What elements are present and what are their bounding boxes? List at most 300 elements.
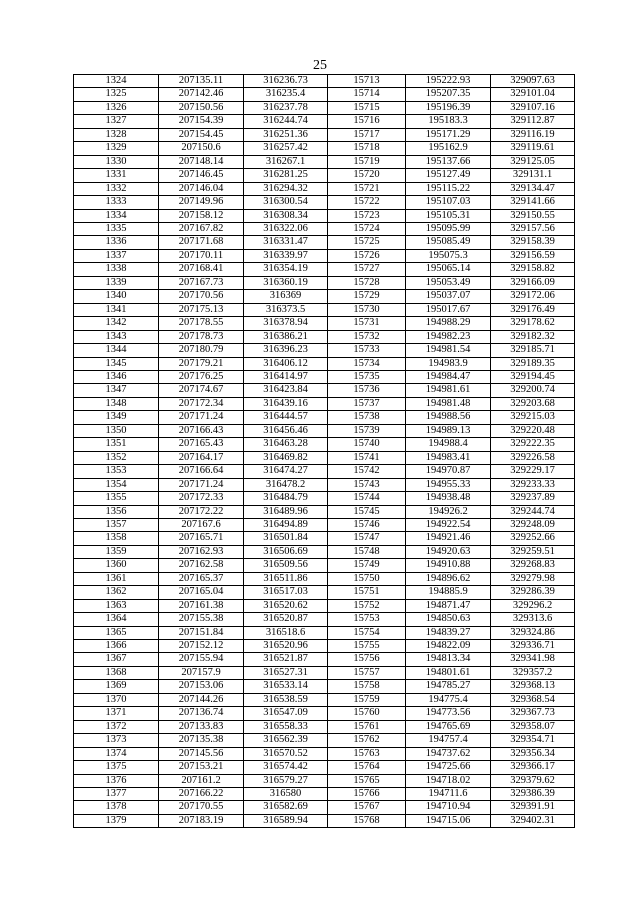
x-coordinate-left: 207146.45 <box>159 169 244 182</box>
table-row <box>74 599 575 612</box>
x-coordinate-left: 207142.46 <box>159 88 244 101</box>
point-number-right: 15760 <box>328 707 406 720</box>
point-number-right: 15766 <box>328 788 406 801</box>
x-coordinate-left: 207167.82 <box>159 222 244 235</box>
table-row <box>74 182 575 195</box>
y-coordinate-left: 316414.97 <box>244 370 328 383</box>
point-number-left: 1349 <box>74 411 159 424</box>
y-coordinate-left: 316251.36 <box>244 128 328 141</box>
x-coordinate-left: 207165.04 <box>159 586 244 599</box>
point-number-left: 1369 <box>74 680 159 693</box>
x-coordinate-left: 207170.56 <box>159 290 244 303</box>
point-number-left: 1352 <box>74 451 159 464</box>
point-number-left: 1338 <box>74 263 159 276</box>
y-coordinate-left: 316444.57 <box>244 411 328 424</box>
table-row <box>74 115 575 128</box>
x-coordinate-left: 207150.6 <box>159 142 244 155</box>
x-coordinate-right: 194813.34 <box>406 653 491 666</box>
point-number-right: 15758 <box>328 680 406 693</box>
x-coordinate-right: 195065.14 <box>406 263 491 276</box>
x-coordinate-left: 207167.73 <box>159 276 244 289</box>
table-row <box>74 209 575 222</box>
table-row <box>74 707 575 720</box>
point-number-left: 1379 <box>74 814 159 827</box>
y-coordinate-right: 329341.98 <box>491 653 575 666</box>
y-coordinate-left: 316520.87 <box>244 613 328 626</box>
x-coordinate-right: 194710.94 <box>406 801 491 814</box>
point-number-left: 1355 <box>74 492 159 505</box>
x-coordinate-right: 195171.29 <box>406 128 491 141</box>
y-coordinate-left: 316378.94 <box>244 317 328 330</box>
point-number-left: 1342 <box>74 317 159 330</box>
y-coordinate-right: 329176.49 <box>491 303 575 316</box>
y-coordinate-right: 329158.82 <box>491 263 575 276</box>
y-coordinate-left: 316456.46 <box>244 424 328 437</box>
x-coordinate-left: 207172.22 <box>159 505 244 518</box>
table-row <box>74 424 575 437</box>
x-coordinate-right: 194711.6 <box>406 788 491 801</box>
x-coordinate-left: 207146.04 <box>159 182 244 195</box>
point-number-right: 15724 <box>328 222 406 235</box>
x-coordinate-right: 194801.61 <box>406 666 491 679</box>
y-coordinate-right: 329101.04 <box>491 88 575 101</box>
y-coordinate-right: 329386.39 <box>491 788 575 801</box>
y-coordinate-right: 329131.1 <box>491 169 575 182</box>
point-number-left: 1356 <box>74 505 159 518</box>
x-coordinate-left: 207172.33 <box>159 492 244 505</box>
table-row <box>74 653 575 666</box>
point-number-left: 1328 <box>74 128 159 141</box>
y-coordinate-left: 316520.62 <box>244 599 328 612</box>
y-coordinate-left: 316406.12 <box>244 357 328 370</box>
x-coordinate-right: 195075.3 <box>406 249 491 262</box>
y-coordinate-left: 316237.78 <box>244 101 328 114</box>
y-coordinate-right: 329367.73 <box>491 707 575 720</box>
point-number-right: 15737 <box>328 397 406 410</box>
x-coordinate-right: 195095.99 <box>406 222 491 235</box>
x-coordinate-right: 195207.35 <box>406 88 491 101</box>
point-number-right: 15755 <box>328 640 406 653</box>
x-coordinate-left: 207166.22 <box>159 788 244 801</box>
table-row <box>74 196 575 209</box>
x-coordinate-right: 194850.63 <box>406 613 491 626</box>
y-coordinate-left: 316558.33 <box>244 720 328 733</box>
y-coordinate-left: 316257.42 <box>244 142 328 155</box>
x-coordinate-left: 207165.43 <box>159 438 244 451</box>
table-row <box>74 734 575 747</box>
y-coordinate-right: 329189.35 <box>491 357 575 370</box>
x-coordinate-left: 207168.41 <box>159 263 244 276</box>
y-coordinate-left: 316469.82 <box>244 451 328 464</box>
y-coordinate-right: 329357.2 <box>491 666 575 679</box>
point-number-left: 1374 <box>74 747 159 760</box>
point-number-right: 15732 <box>328 330 406 343</box>
y-coordinate-left: 316580 <box>244 788 328 801</box>
x-coordinate-right: 194920.63 <box>406 545 491 558</box>
x-coordinate-left: 207155.94 <box>159 653 244 666</box>
y-coordinate-right: 329248.09 <box>491 518 575 531</box>
point-number-right: 15731 <box>328 317 406 330</box>
x-coordinate-left: 207151.84 <box>159 626 244 639</box>
point-number-left: 1326 <box>74 101 159 114</box>
y-coordinate-right: 329157.56 <box>491 222 575 235</box>
table-row <box>74 290 575 303</box>
x-coordinate-right: 194983.9 <box>406 357 491 370</box>
point-number-left: 1327 <box>74 115 159 128</box>
point-number-right: 15757 <box>328 666 406 679</box>
x-coordinate-right: 194981.61 <box>406 384 491 397</box>
table-row <box>74 397 575 410</box>
y-coordinate-left: 316527.31 <box>244 666 328 679</box>
point-number-right: 15718 <box>328 142 406 155</box>
table-row <box>74 640 575 653</box>
point-number-right: 15739 <box>328 424 406 437</box>
x-coordinate-left: 207154.39 <box>159 115 244 128</box>
x-coordinate-right: 194896.62 <box>406 572 491 585</box>
y-coordinate-left: 316478.2 <box>244 478 328 491</box>
point-number-left: 1348 <box>74 397 159 410</box>
x-coordinate-right: 194715.06 <box>406 814 491 827</box>
y-coordinate-right: 329366.17 <box>491 761 575 774</box>
point-number-right: 15746 <box>328 518 406 531</box>
y-coordinate-left: 316506.69 <box>244 545 328 558</box>
point-number-left: 1370 <box>74 693 159 706</box>
point-number-left: 1367 <box>74 653 159 666</box>
x-coordinate-left: 207178.55 <box>159 317 244 330</box>
point-number-right: 15751 <box>328 586 406 599</box>
x-coordinate-left: 207165.37 <box>159 572 244 585</box>
y-coordinate-right: 329220.48 <box>491 424 575 437</box>
point-number-right: 15748 <box>328 545 406 558</box>
point-number-left: 1324 <box>74 75 159 88</box>
point-number-right: 15736 <box>328 384 406 397</box>
point-number-right: 15717 <box>328 128 406 141</box>
y-coordinate-left: 316235.4 <box>244 88 328 101</box>
point-number-right: 15719 <box>328 155 406 168</box>
table-row <box>74 814 575 827</box>
y-coordinate-left: 316267.1 <box>244 155 328 168</box>
y-coordinate-right: 329194.45 <box>491 370 575 383</box>
y-coordinate-left: 316501.84 <box>244 532 328 545</box>
x-coordinate-left: 207157.9 <box>159 666 244 679</box>
x-coordinate-left: 207135.11 <box>159 75 244 88</box>
x-coordinate-right: 195127.49 <box>406 169 491 182</box>
point-number-right: 15733 <box>328 344 406 357</box>
y-coordinate-right: 329172.06 <box>491 290 575 303</box>
y-coordinate-left: 316562.39 <box>244 734 328 747</box>
point-number-left: 1333 <box>74 196 159 209</box>
point-number-right: 15767 <box>328 801 406 814</box>
point-number-right: 15762 <box>328 734 406 747</box>
y-coordinate-right: 329259.51 <box>491 545 575 558</box>
x-coordinate-left: 207149.96 <box>159 196 244 209</box>
point-number-left: 1363 <box>74 599 159 612</box>
y-coordinate-right: 329268.83 <box>491 559 575 572</box>
x-coordinate-right: 194718.02 <box>406 774 491 787</box>
table-row <box>74 236 575 249</box>
table-row <box>74 303 575 316</box>
y-coordinate-left: 316474.27 <box>244 465 328 478</box>
x-coordinate-left: 207178.73 <box>159 330 244 343</box>
y-coordinate-left: 316373.5 <box>244 303 328 316</box>
point-number-left: 1366 <box>74 640 159 653</box>
page-number: 25 <box>313 58 327 73</box>
point-number-right: 15752 <box>328 599 406 612</box>
point-number-right: 15764 <box>328 761 406 774</box>
table-row <box>74 626 575 639</box>
y-coordinate-left: 316439.16 <box>244 397 328 410</box>
table-row <box>74 128 575 141</box>
y-coordinate-left: 316533.14 <box>244 680 328 693</box>
y-coordinate-right: 329185.71 <box>491 344 575 357</box>
y-coordinate-left: 316511.86 <box>244 572 328 585</box>
x-coordinate-right: 195105.31 <box>406 209 491 222</box>
x-coordinate-left: 207176.25 <box>159 370 244 383</box>
y-coordinate-right: 329215.03 <box>491 411 575 424</box>
table-row <box>74 384 575 397</box>
point-number-right: 15714 <box>328 88 406 101</box>
x-coordinate-right: 194988.56 <box>406 411 491 424</box>
x-coordinate-right: 194737.62 <box>406 747 491 760</box>
x-coordinate-right: 194822.09 <box>406 640 491 653</box>
y-coordinate-left: 316396.23 <box>244 344 328 357</box>
point-number-left: 1360 <box>74 559 159 572</box>
point-number-left: 1377 <box>74 788 159 801</box>
point-number-left: 1354 <box>74 478 159 491</box>
y-coordinate-left: 316570.52 <box>244 747 328 760</box>
table-row <box>74 532 575 545</box>
point-number-left: 1325 <box>74 88 159 101</box>
table-row <box>74 75 575 88</box>
point-number-right: 15747 <box>328 532 406 545</box>
point-number-right: 15734 <box>328 357 406 370</box>
y-coordinate-right: 329125.05 <box>491 155 575 168</box>
y-coordinate-right: 329150.55 <box>491 209 575 222</box>
y-coordinate-left: 316518.6 <box>244 626 328 639</box>
y-coordinate-right: 329356.34 <box>491 747 575 760</box>
y-coordinate-right: 329233.33 <box>491 478 575 491</box>
x-coordinate-left: 207183.19 <box>159 814 244 827</box>
y-coordinate-left: 316520.96 <box>244 640 328 653</box>
table-row <box>74 249 575 262</box>
point-number-right: 15742 <box>328 465 406 478</box>
y-coordinate-right: 329391.91 <box>491 801 575 814</box>
x-coordinate-left: 207164.17 <box>159 451 244 464</box>
y-coordinate-right: 329336.71 <box>491 640 575 653</box>
table-row <box>74 88 575 101</box>
x-coordinate-right: 194983.41 <box>406 451 491 464</box>
point-number-left: 1330 <box>74 155 159 168</box>
table-row <box>74 720 575 733</box>
x-coordinate-left: 207155.38 <box>159 613 244 626</box>
x-coordinate-right: 194982.23 <box>406 330 491 343</box>
x-coordinate-right: 194938.48 <box>406 492 491 505</box>
x-coordinate-right: 194775.4 <box>406 693 491 706</box>
table-row <box>74 613 575 626</box>
coordinates-table-body <box>74 75 575 828</box>
table-row <box>74 222 575 235</box>
point-number-right: 15738 <box>328 411 406 424</box>
y-coordinate-left: 316369 <box>244 290 328 303</box>
point-number-left: 1372 <box>74 720 159 733</box>
table-row <box>74 357 575 370</box>
point-number-right: 15749 <box>328 559 406 572</box>
y-coordinate-right: 329222.35 <box>491 438 575 451</box>
x-coordinate-right: 194955.33 <box>406 478 491 491</box>
y-coordinate-right: 329200.74 <box>491 384 575 397</box>
y-coordinate-right: 329226.58 <box>491 451 575 464</box>
point-number-left: 1368 <box>74 666 159 679</box>
x-coordinate-left: 207172.34 <box>159 397 244 410</box>
y-coordinate-left: 316244.74 <box>244 115 328 128</box>
x-coordinate-left: 207136.74 <box>159 707 244 720</box>
y-coordinate-left: 316281.25 <box>244 169 328 182</box>
point-number-right: 15730 <box>328 303 406 316</box>
y-coordinate-left: 316489.96 <box>244 505 328 518</box>
point-number-left: 1361 <box>74 572 159 585</box>
x-coordinate-right: 194989.13 <box>406 424 491 437</box>
x-coordinate-right: 194926.2 <box>406 505 491 518</box>
y-coordinate-left: 316294.32 <box>244 182 328 195</box>
y-coordinate-right: 329237.89 <box>491 492 575 505</box>
y-coordinate-right: 329296.2 <box>491 599 575 612</box>
point-number-left: 1345 <box>74 357 159 370</box>
x-coordinate-left: 207171.24 <box>159 478 244 491</box>
y-coordinate-right: 329279.98 <box>491 572 575 585</box>
point-number-left: 1332 <box>74 182 159 195</box>
x-coordinate-right: 195183.3 <box>406 115 491 128</box>
y-coordinate-left: 316339.97 <box>244 249 328 262</box>
point-number-left: 1339 <box>74 276 159 289</box>
table-row <box>74 801 575 814</box>
y-coordinate-left: 316236.73 <box>244 75 328 88</box>
y-coordinate-left: 316360.19 <box>244 276 328 289</box>
x-coordinate-right: 195162.9 <box>406 142 491 155</box>
x-coordinate-left: 207166.64 <box>159 465 244 478</box>
table-row <box>74 451 575 464</box>
point-number-right: 15735 <box>328 370 406 383</box>
y-coordinate-right: 329324.86 <box>491 626 575 639</box>
table-row <box>74 411 575 424</box>
y-coordinate-right: 329097.63 <box>491 75 575 88</box>
table-row <box>74 572 575 585</box>
table-row <box>74 518 575 531</box>
x-coordinate-left: 207175.13 <box>159 303 244 316</box>
point-number-right: 15723 <box>328 209 406 222</box>
point-number-right: 15761 <box>328 720 406 733</box>
x-coordinate-right: 194765.69 <box>406 720 491 733</box>
y-coordinate-left: 316574.42 <box>244 761 328 774</box>
y-coordinate-right: 329178.62 <box>491 317 575 330</box>
y-coordinate-right: 329379.62 <box>491 774 575 787</box>
point-number-right: 15716 <box>328 115 406 128</box>
x-coordinate-right: 195085.49 <box>406 236 491 249</box>
x-coordinate-right: 194988.4 <box>406 438 491 451</box>
point-number-left: 1351 <box>74 438 159 451</box>
y-coordinate-right: 329286.39 <box>491 586 575 599</box>
point-number-left: 1362 <box>74 586 159 599</box>
y-coordinate-right: 329244.74 <box>491 505 575 518</box>
point-number-left: 1375 <box>74 761 159 774</box>
y-coordinate-right: 329156.59 <box>491 249 575 262</box>
table-row <box>74 761 575 774</box>
point-number-left: 1334 <box>74 209 159 222</box>
point-number-right: 15753 <box>328 613 406 626</box>
x-coordinate-right: 194757.4 <box>406 734 491 747</box>
x-coordinate-right: 194839.27 <box>406 626 491 639</box>
y-coordinate-left: 316579.27 <box>244 774 328 787</box>
x-coordinate-right: 195053.49 <box>406 276 491 289</box>
x-coordinate-left: 207148.14 <box>159 155 244 168</box>
x-coordinate-right: 194970.87 <box>406 465 491 478</box>
x-coordinate-left: 207145.56 <box>159 747 244 760</box>
point-number-right: 15725 <box>328 236 406 249</box>
point-number-right: 15750 <box>328 572 406 585</box>
x-coordinate-right: 194785.27 <box>406 680 491 693</box>
y-coordinate-right: 329112.87 <box>491 115 575 128</box>
point-number-right: 15759 <box>328 693 406 706</box>
table-row <box>74 142 575 155</box>
point-number-right: 15756 <box>328 653 406 666</box>
table-row <box>74 465 575 478</box>
point-number-left: 1359 <box>74 545 159 558</box>
x-coordinate-left: 207167.6 <box>159 518 244 531</box>
point-number-left: 1337 <box>74 249 159 262</box>
x-coordinate-left: 207171.68 <box>159 236 244 249</box>
x-coordinate-left: 207180.79 <box>159 344 244 357</box>
point-number-left: 1353 <box>74 465 159 478</box>
point-number-right: 15727 <box>328 263 406 276</box>
point-number-right: 15745 <box>328 505 406 518</box>
x-coordinate-left: 207166.43 <box>159 424 244 437</box>
table-row <box>74 788 575 801</box>
y-coordinate-left: 316547.09 <box>244 707 328 720</box>
y-coordinate-left: 316517.03 <box>244 586 328 599</box>
point-number-right: 15740 <box>328 438 406 451</box>
point-number-right: 15729 <box>328 290 406 303</box>
point-number-left: 1358 <box>74 532 159 545</box>
x-coordinate-left: 207162.93 <box>159 545 244 558</box>
point-number-left: 1329 <box>74 142 159 155</box>
x-coordinate-right: 194871.47 <box>406 599 491 612</box>
table-row <box>74 370 575 383</box>
point-number-right: 15763 <box>328 747 406 760</box>
point-number-right: 15720 <box>328 169 406 182</box>
point-number-left: 1347 <box>74 384 159 397</box>
y-coordinate-left: 316308.34 <box>244 209 328 222</box>
x-coordinate-right: 194922.54 <box>406 518 491 531</box>
y-coordinate-right: 329368.54 <box>491 693 575 706</box>
y-coordinate-right: 329203.68 <box>491 397 575 410</box>
x-coordinate-right: 194921.46 <box>406 532 491 545</box>
y-coordinate-right: 329134.47 <box>491 182 575 195</box>
point-number-right: 15741 <box>328 451 406 464</box>
point-number-left: 1343 <box>74 330 159 343</box>
point-number-right: 15768 <box>328 814 406 827</box>
x-coordinate-left: 207161.2 <box>159 774 244 787</box>
x-coordinate-right: 195107.03 <box>406 196 491 209</box>
y-coordinate-left: 316589.94 <box>244 814 328 827</box>
y-coordinate-left: 316386.21 <box>244 330 328 343</box>
x-coordinate-right: 195115.22 <box>406 182 491 195</box>
point-number-left: 1340 <box>74 290 159 303</box>
x-coordinate-left: 207170.11 <box>159 249 244 262</box>
point-number-left: 1350 <box>74 424 159 437</box>
x-coordinate-left: 207179.21 <box>159 357 244 370</box>
point-number-right: 15713 <box>328 75 406 88</box>
table-row <box>74 101 575 114</box>
table-row <box>74 559 575 572</box>
